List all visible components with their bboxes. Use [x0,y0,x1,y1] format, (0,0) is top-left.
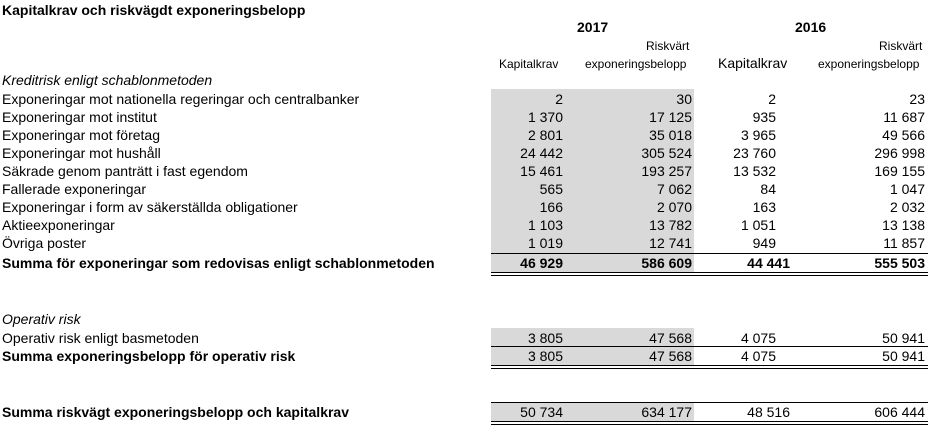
kredit-row-kap-2016: 935 [752,109,776,125]
kredit-row-kap-2017: 1 019 [527,235,563,251]
kredit-total-risk-2016: 555 503 [874,255,925,271]
kredit-row-label: Exponeringar mot institut [2,109,157,125]
kredit-row-risk-2016: 1 047 [889,181,925,197]
grand-total-label: Summa riskvägt exponeringsbelopp och kapitalkrav [2,404,349,420]
kredit-row-label: Exponeringar i form av säkerställda obligationer [2,199,298,215]
kredit-row-kap-2017: 565 [539,181,563,197]
kredit-total-kap-2016: 44 441 [747,255,790,271]
kredit-row-kap-2016: 3 965 [740,127,776,143]
kredit-row-kap-2017: 1 370 [527,109,563,125]
kredit-row-label: Fallerade exponeringar [2,181,146,197]
kredit-row-kap-2017: 24 442 [520,145,563,161]
kredit-row-kap-2016: 13 532 [733,163,776,179]
header-exponeringsbelopp-2017: exponeringsbelopp [585,57,687,71]
kredit-row-risk-2016: 11 687 [883,109,925,125]
kredit-row-risk-2017: 2 070 [656,199,692,215]
kredit-row-risk-2017: 35 018 [649,127,692,143]
kredit-row-risk-2017: 17 125 [649,109,692,125]
kredit-total-risk-2017: 586 609 [641,255,692,271]
kredit-row-risk-2017: 305 524 [641,145,692,161]
kredit-row-label: Exponeringar mot företag [2,127,160,143]
kredit-row-label: Exponeringar mot hushåll [2,145,161,161]
kredit-row-kap-2017: 15 461 [520,163,563,179]
kredit-row-kap-2017: 2 801 [527,127,563,143]
header-riskvart-2016: Riskvärt [879,39,923,53]
kredit-row-label: Exponeringar mot nationella regeringar och centralbanker [2,91,360,107]
page-title: Kapitalkrav och riskvägdt exponeringsbelopp [2,2,306,18]
header-riskvart-2017: Riskvärt [646,39,690,53]
header-exponeringsbelopp-2016: exponeringsbelopp [818,57,920,71]
operativ-row-risk-2016: 50 941 [882,330,925,346]
kredit-row-risk-2017: 13 782 [649,217,692,233]
kredit-row-risk-2016: 23 [909,91,925,107]
operativ-total-bottom-rule-1 [491,365,928,366]
section-kreditrisk: Kreditrisk enligt schablonmetoden [2,72,213,88]
grand-total-risk-2016: 606 444 [874,404,925,420]
operativ-row-kap-2016: 4 075 [740,330,776,346]
kredit-total-bottom-rule-1 [491,272,928,273]
kredit-row-label: Säkrade genom panträtt i fast egendom [2,163,248,179]
kredit-row-kap-2017: 1 103 [527,217,563,233]
grand-total-bottom-rule-2 [491,424,928,425]
header-kapitalkrav-2017: Kapitalkrav [499,57,559,71]
header-kapitalkrav-2016: Kapitalkrav [718,55,788,71]
operativ-total-kap-2016: 4 075 [740,348,776,364]
operativ-total-risk-2017: 47 568 [649,348,692,364]
operativ-row-kap-2017: 3 805 [527,330,563,346]
kredit-row-kap-2016: 949 [752,235,776,251]
kredit-row-label: Övriga poster [2,235,87,251]
operativ-total-kap-2017: 3 805 [527,348,563,364]
operativ-total-bottom-rule-2 [491,368,928,369]
kredit-row-risk-2017: 7 062 [656,181,692,197]
kredit-row-risk-2017: 12 741 [649,235,692,251]
kredit-total-bottom-rule-2 [491,275,928,276]
grand-total-kap-2017: 50 734 [520,404,563,420]
operativ-row-risk-2017: 47 568 [649,330,692,346]
section-operativ-risk: Operativ risk [2,311,81,327]
kredit-row-kap-2016: 2 [768,91,776,107]
year-2016: 2016 [795,19,827,35]
kredit-row-label: Aktieexponeringar [2,217,115,233]
kredit-total-kap-2017: 46 929 [520,255,563,271]
kredit-row-kap-2016: 84 [760,181,776,197]
operativ-row-label: Operativ risk enligt basmetoden [2,330,199,346]
kredit-row-kap-2017: 166 [539,199,563,215]
kredit-row-risk-2016: 49 566 [882,127,925,143]
kredit-row-kap-2016: 1 051 [740,217,776,233]
kredit-row-risk-2016: 169 155 [874,163,925,179]
kredit-row-risk-2016: 11 857 [883,235,925,251]
kredit-total-label: Summa för exponeringar som redovisas enligt schablonmetoden [2,255,435,271]
kredit-row-risk-2016: 296 998 [874,145,925,161]
kredit-row-risk-2016: 2 032 [889,199,925,215]
operativ-total-risk-2016: 50 941 [882,348,925,364]
year-2017: 2017 [577,19,609,35]
grand-total-kap-2016: 48 516 [747,404,790,420]
kredit-row-kap-2016: 23 760 [733,145,776,161]
kredit-row-kap-2016: 163 [752,199,776,215]
kredit-row-risk-2016: 13 138 [882,217,925,233]
kredit-row-kap-2017: 2 [555,91,563,107]
grand-total-bottom-rule-1 [491,421,928,422]
grand-total-risk-2017: 634 177 [641,404,692,420]
kredit-row-risk-2017: 193 257 [641,163,692,179]
kredit-row-risk-2017: 30 [676,91,692,107]
operativ-total-label: Summa exponeringsbelopp för operativ risk [2,348,296,364]
